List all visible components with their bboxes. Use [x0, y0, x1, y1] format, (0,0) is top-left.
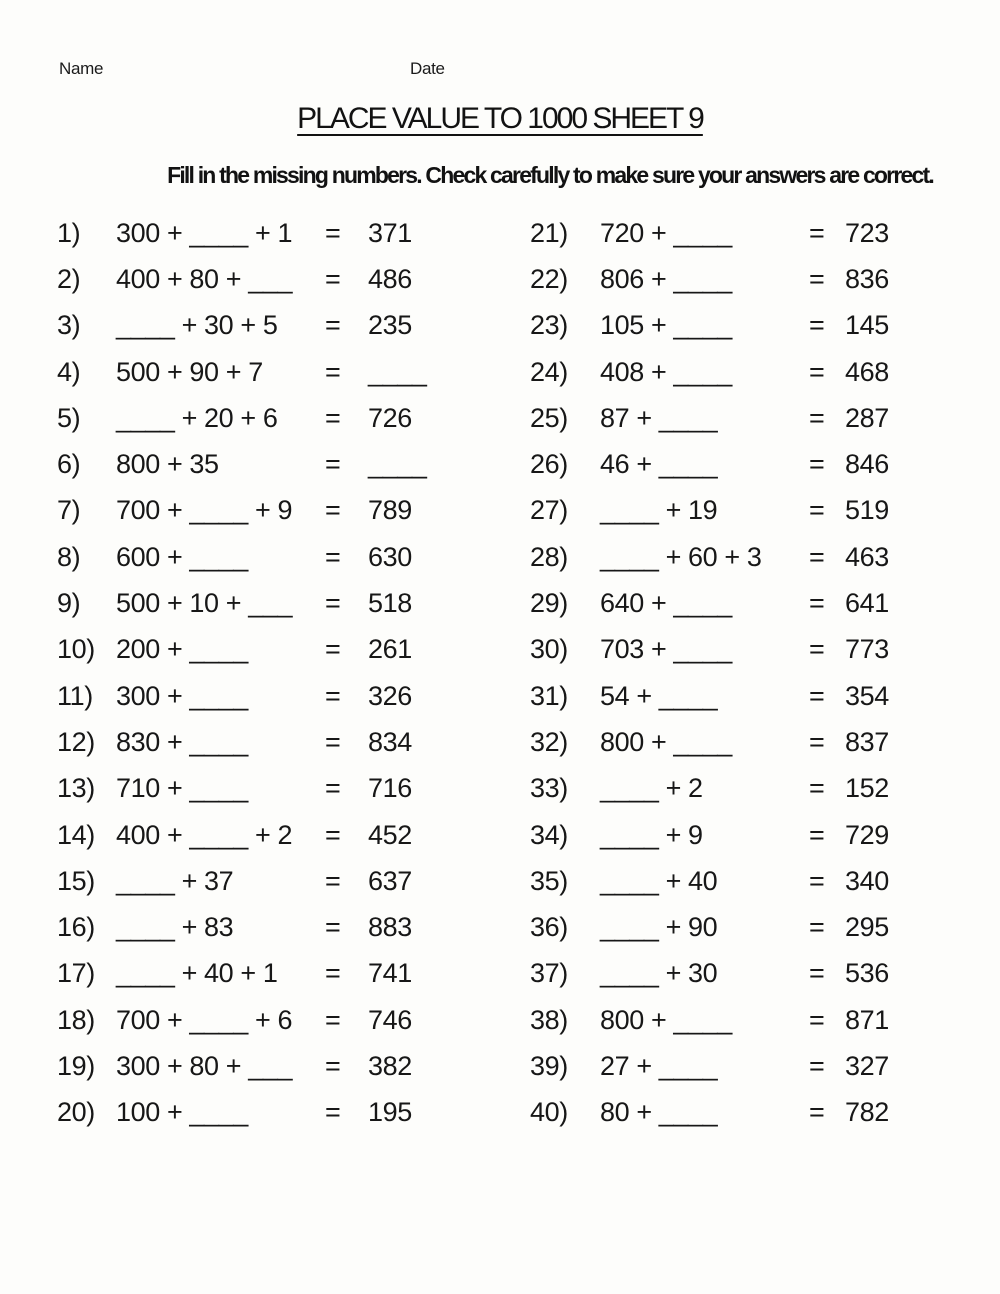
problem-answer: 782: [845, 1097, 889, 1128]
problem-answer: 836: [845, 263, 889, 294]
problem-answer: 741: [368, 958, 412, 989]
problem-row: [57, 441, 487, 487]
problem-answer: 773: [845, 634, 889, 665]
problem-expression: 46 + ____: [600, 449, 718, 480]
equals-sign: =: [809, 310, 825, 341]
problem-answer: 726: [368, 402, 412, 433]
date-label: Date: [410, 59, 445, 78]
problem-expression: ____ + 9: [600, 819, 703, 850]
problem-expression: 500 + 90 + 7: [116, 356, 263, 387]
equals-sign: =: [809, 865, 825, 896]
problem-number: 1): [57, 217, 81, 248]
equals-sign: =: [325, 726, 341, 757]
problem-row: [530, 534, 960, 580]
problem-row: [530, 256, 960, 302]
problem-number: 35): [530, 865, 568, 896]
problem-expression: ____ + 19: [600, 495, 718, 526]
problem-expression: 408 + ____: [600, 356, 732, 387]
problem-expression: 703 + ____: [600, 634, 732, 665]
equals-sign: =: [809, 449, 825, 480]
problem-number: 21): [530, 217, 568, 248]
problem-expression: 720 + ____: [600, 217, 732, 248]
problem-expression: 400 + ____ + 2: [116, 819, 293, 850]
problem-row: [530, 858, 960, 904]
problem-row: [530, 719, 960, 765]
problem-number: 38): [530, 1004, 568, 1035]
problem-expression: ____ + 30 + 5: [116, 310, 278, 341]
problem-expression: ____ + 83: [116, 912, 234, 943]
equals-sign: =: [809, 263, 825, 294]
equals-sign: =: [809, 541, 825, 572]
problem-row: [57, 812, 487, 858]
equals-sign: =: [325, 819, 341, 850]
problem-number: 11): [57, 680, 93, 711]
problem-number: 7): [57, 495, 81, 526]
problem-number: 37): [530, 958, 568, 989]
problem-answer: 789: [368, 495, 412, 526]
problem-row: [57, 303, 487, 349]
problem-number: 39): [530, 1050, 568, 1081]
equals-sign: =: [325, 263, 341, 294]
problem-answer: 641: [845, 588, 889, 619]
problem-answer: 723: [845, 217, 889, 248]
problem-row: [57, 627, 487, 673]
problem-expression: ____ + 37: [116, 865, 234, 896]
problem-answer: 716: [368, 773, 412, 804]
problem-expression: ____ + 90: [600, 912, 718, 943]
problem-row: [530, 580, 960, 626]
problem-row: [530, 210, 960, 256]
equals-sign: =: [325, 634, 341, 665]
problem-row: [57, 256, 487, 302]
equals-sign: =: [325, 588, 341, 619]
problem-number: 40): [530, 1097, 568, 1128]
problem-row: [57, 534, 487, 580]
equals-sign: =: [325, 541, 341, 572]
problem-answer: 195: [368, 1097, 412, 1128]
problem-expression: 87 + ____: [600, 402, 718, 433]
problem-answer: 327: [845, 1050, 889, 1081]
problem-number: 3): [57, 310, 81, 341]
problems-column-right: [530, 210, 960, 1136]
problem-expression: 300 + 80 + ___: [116, 1050, 293, 1081]
problem-expression: ____ + 40: [600, 865, 718, 896]
problem-answer: 295: [845, 912, 889, 943]
equals-sign: =: [809, 402, 825, 433]
problem-number: 12): [57, 726, 95, 757]
instruction-text: Fill in the missing numbers. Check carefully to make sure your answers are correct.: [167, 162, 933, 188]
problem-row: [530, 488, 960, 534]
problem-number: 30): [530, 634, 568, 665]
equals-sign: =: [809, 356, 825, 387]
problem-expression: 100 + ____: [116, 1097, 248, 1128]
problem-answer: 536: [845, 958, 889, 989]
problem-row: [57, 951, 487, 997]
problem-row: [57, 349, 487, 395]
problem-expression: 300 + ____: [116, 680, 248, 711]
problem-number: 24): [530, 356, 568, 387]
problem-row: [57, 673, 487, 719]
problem-expression: 600 + ____: [116, 541, 248, 572]
problem-row: [57, 904, 487, 950]
problem-row: [530, 904, 960, 950]
problem-number: 9): [57, 588, 81, 619]
problem-number: 27): [530, 495, 568, 526]
equals-sign: =: [809, 634, 825, 665]
equals-sign: =: [325, 1050, 341, 1081]
problem-number: 19): [57, 1050, 95, 1081]
problem-number: 26): [530, 449, 568, 480]
equals-sign: =: [325, 495, 341, 526]
problem-row: [530, 441, 960, 487]
problem-number: 4): [57, 356, 81, 387]
problem-row: [57, 1090, 487, 1136]
problem-row: [530, 627, 960, 673]
problem-row: [530, 349, 960, 395]
problem-number: 36): [530, 912, 568, 943]
problem-answer: 834: [368, 726, 412, 757]
problem-number: 25): [530, 402, 568, 433]
equals-sign: =: [809, 1050, 825, 1081]
problem-row: [530, 997, 960, 1043]
problem-expression: 80 + ____: [600, 1097, 718, 1128]
equals-sign: =: [809, 680, 825, 711]
equals-sign: =: [809, 958, 825, 989]
problem-answer: 452: [368, 819, 412, 850]
problem-answer: 518: [368, 588, 412, 619]
problem-answer: 637: [368, 865, 412, 896]
problem-expression: 200 + ____: [116, 634, 248, 665]
problem-number: 20): [57, 1097, 95, 1128]
problem-answer: 354: [845, 680, 889, 711]
problem-expression: 830 + ____: [116, 726, 248, 757]
equals-sign: =: [809, 726, 825, 757]
problem-number: 13): [57, 773, 95, 804]
equals-sign: =: [809, 1097, 825, 1128]
problem-expression: 800 + 35: [116, 449, 219, 480]
problem-expression: 640 + ____: [600, 588, 732, 619]
problem-answer: 519: [845, 495, 889, 526]
problem-row: [57, 1043, 487, 1089]
problem-expression: 54 + ____: [600, 680, 718, 711]
problem-number: 5): [57, 402, 81, 433]
problem-answer: 729: [845, 819, 889, 850]
problem-answer: 846: [845, 449, 889, 480]
equals-sign: =: [325, 680, 341, 711]
problem-number: 28): [530, 541, 568, 572]
problem-number: 10): [57, 634, 95, 665]
problem-row: [57, 997, 487, 1043]
problem-expression: 400 + 80 + ___: [116, 263, 293, 294]
problem-row: [57, 719, 487, 765]
problem-row: [57, 210, 487, 256]
problem-expression: 700 + ____ + 9: [116, 495, 293, 526]
problem-expression: ____ + 2: [600, 773, 703, 804]
problem-answer: 261: [368, 634, 412, 665]
problem-number: 18): [57, 1004, 95, 1035]
problem-row: [57, 858, 487, 904]
equals-sign: =: [325, 1004, 341, 1035]
problem-row: [530, 673, 960, 719]
equals-sign: =: [809, 819, 825, 850]
problem-expression: 300 + ____ + 1: [116, 217, 293, 248]
problem-row: [530, 951, 960, 997]
problem-number: 32): [530, 726, 568, 757]
problem-number: 34): [530, 819, 568, 850]
name-label: Name: [59, 59, 104, 78]
problem-answer: 235: [368, 310, 412, 341]
problem-number: 23): [530, 310, 568, 341]
page-title: PLACE VALUE TO 1000 SHEET 9: [297, 102, 703, 135]
problem-number: 33): [530, 773, 568, 804]
problem-answer: 837: [845, 726, 889, 757]
equals-sign: =: [325, 356, 341, 387]
equals-sign: =: [325, 449, 341, 480]
problem-number: 29): [530, 588, 568, 619]
problem-answer: 152: [845, 773, 889, 804]
problem-expression: 800 + ____: [600, 1004, 732, 1035]
problem-expression: 800 + ____: [600, 726, 732, 757]
equals-sign: =: [325, 773, 341, 804]
problem-expression: ____ + 20 + 6: [116, 402, 278, 433]
equals-sign: =: [325, 958, 341, 989]
problem-row: [530, 812, 960, 858]
problem-number: 16): [57, 912, 95, 943]
problem-row: [530, 1090, 960, 1136]
problem-expression: ____ + 30: [600, 958, 718, 989]
problem-expression: 500 + 10 + ___: [116, 588, 293, 619]
problem-number: 15): [57, 865, 95, 896]
problem-expression: ____ + 40 + 1: [116, 958, 278, 989]
problem-answer: 883: [368, 912, 412, 943]
problem-answer: 371: [368, 217, 412, 248]
equals-sign: =: [325, 912, 341, 943]
problem-answer: 382: [368, 1050, 412, 1081]
problem-answer: 746: [368, 1004, 412, 1035]
problem-row: [57, 488, 487, 534]
equals-sign: =: [325, 1097, 341, 1128]
equals-sign: =: [809, 912, 825, 943]
equals-sign: =: [325, 217, 341, 248]
problem-answer: 486: [368, 263, 412, 294]
problems-column-left: [57, 210, 487, 1136]
problem-row: [530, 395, 960, 441]
equals-sign: =: [809, 217, 825, 248]
equals-sign: =: [809, 495, 825, 526]
problem-answer: ____: [368, 449, 427, 480]
equals-sign: =: [809, 773, 825, 804]
equals-sign: =: [325, 310, 341, 341]
equals-sign: =: [809, 1004, 825, 1035]
problem-number: 2): [57, 263, 81, 294]
problem-row: [57, 580, 487, 626]
problem-expression: 105 + ____: [600, 310, 732, 341]
problem-answer: ____: [368, 356, 427, 387]
problem-expression: 700 + ____ + 6: [116, 1004, 293, 1035]
problem-answer: 145: [845, 310, 889, 341]
equals-sign: =: [325, 865, 341, 896]
problem-number: 17): [57, 958, 95, 989]
equals-sign: =: [325, 402, 341, 433]
problem-expression: ____ + 60 + 3: [600, 541, 762, 572]
problem-number: 14): [57, 819, 95, 850]
problem-expression: 27 + ____: [600, 1050, 718, 1081]
problem-answer: 871: [845, 1004, 889, 1035]
problem-row: [57, 766, 487, 812]
problem-number: 6): [57, 449, 81, 480]
problem-row: [530, 303, 960, 349]
problem-expression: 806 + ____: [600, 263, 732, 294]
equals-sign: =: [809, 588, 825, 619]
problem-number: 8): [57, 541, 81, 572]
problem-row: [530, 1043, 960, 1089]
problem-answer: 287: [845, 402, 889, 433]
problem-answer: 468: [845, 356, 889, 387]
problem-answer: 340: [845, 865, 889, 896]
problem-row: [530, 766, 960, 812]
problem-row: [57, 395, 487, 441]
problem-number: 22): [530, 263, 568, 294]
problem-expression: 710 + ____: [116, 773, 248, 804]
problem-answer: 463: [845, 541, 889, 572]
problem-number: 31): [530, 680, 568, 711]
problem-answer: 326: [368, 680, 412, 711]
problem-answer: 630: [368, 541, 412, 572]
